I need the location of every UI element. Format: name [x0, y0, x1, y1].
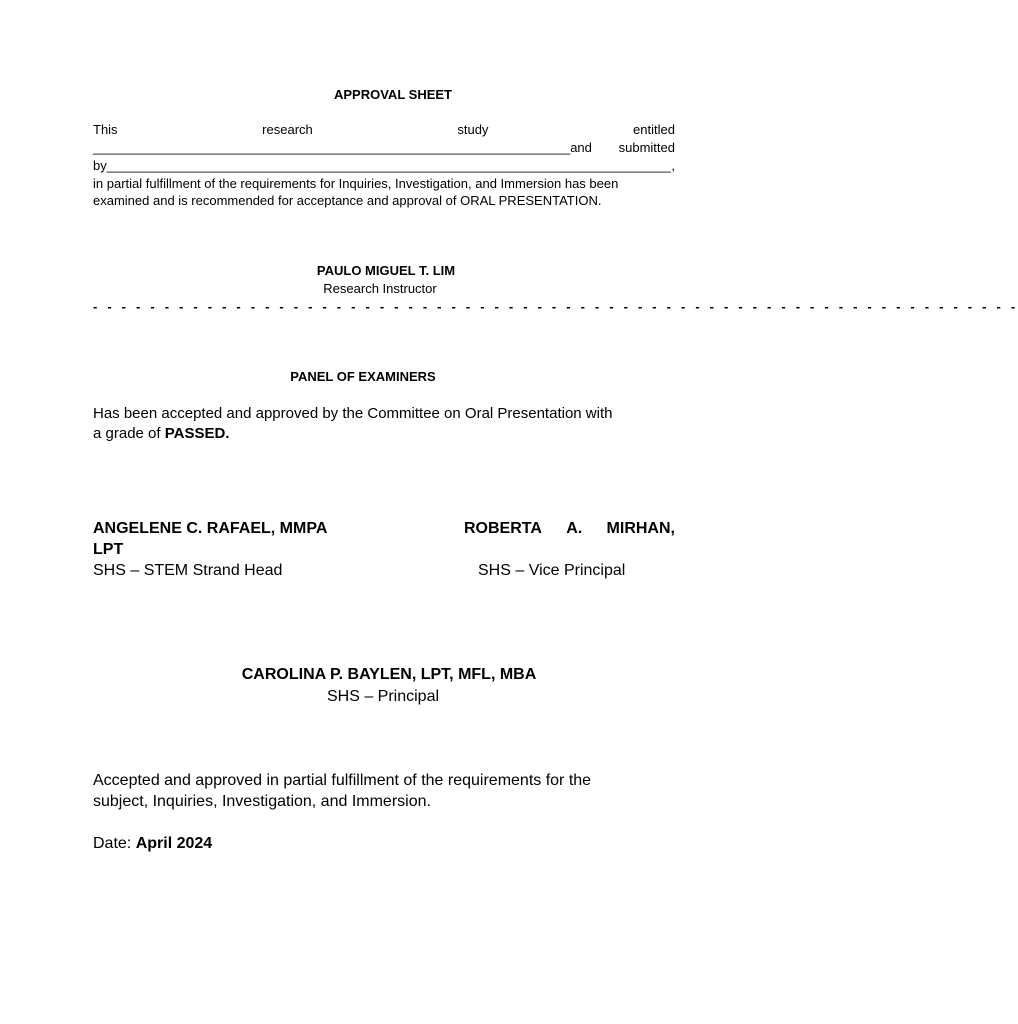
- intro-word: and: [570, 140, 592, 155]
- signatory-left-role: SHS – STEM Strand Head: [93, 562, 283, 579]
- intro-word: submitted: [618, 140, 675, 155]
- intro-word: This: [93, 122, 118, 137]
- document-title: APPROVAL SHEET: [334, 87, 452, 102]
- name-part: MIRHAN,: [606, 520, 675, 537]
- dashed-separator: - - - - - - - - - - - - - - - - - - - - - - - - - - - - - - - - - - - - - - - - - - - - - - - - - - - - - - - - - - - - - - - - -: [93, 299, 1018, 314]
- final-statement-line-2: subject, Inquiries, Investigation, and Immersion.: [93, 793, 431, 810]
- principal-role: SHS – Principal: [326, 688, 440, 705]
- intro-word: entitled: [633, 122, 675, 137]
- signatory-right-name: [464, 520, 675, 538]
- signatory-right-role: SHS – Vice Principal: [478, 562, 626, 579]
- name-part: A.: [566, 520, 583, 537]
- date-line: [93, 835, 212, 853]
- intro-line-2: [93, 140, 675, 155]
- instructor-name: PAULO MIGUEL T. LIM: [316, 263, 456, 278]
- signatory-left-name: ANGELENE C. RAFAEL, MMPA: [93, 520, 328, 537]
- intro-word: research: [262, 122, 313, 137]
- intro-comma: ,: [671, 158, 675, 173]
- intro-line-4: in partial fulfillment of the requirements for Inquiries, Investigation, and Immersion has been: [93, 176, 619, 191]
- authors-blank-underline: ______________________________________________________________________________: [106, 158, 671, 173]
- instructor-role: Research Instructor: [323, 281, 437, 296]
- panel-title: PANEL OF EXAMINERS: [290, 369, 436, 384]
- intro-authors-blank: [93, 158, 671, 173]
- final-statement-line-1: Accepted and approved in partial fulfillment of the requirements for the: [93, 772, 592, 789]
- intro-word: study: [457, 122, 489, 137]
- panel-accepted-line-1: Has been accepted and approved by the Committee on Oral Presentation with: [93, 405, 613, 422]
- name-part: ROBERTA: [464, 520, 542, 537]
- intro-line-1: [93, 122, 675, 137]
- grade-value: PASSED.: [164, 425, 230, 442]
- intro-line-5: examined and is recommended for acceptance and approval of ORAL PRESENTATION.: [93, 193, 602, 208]
- intro-title-blank: [93, 140, 592, 155]
- title-blank-underline: __________________________________________________________________: [93, 140, 571, 155]
- intro-line-3: [93, 158, 675, 173]
- date-label: Date:: [93, 835, 136, 852]
- grade-prefix: a grade of: [93, 425, 165, 442]
- principal-name: CAROLINA P. BAYLEN, LPT, MFL, MBA: [241, 666, 537, 683]
- signatory-right-name-overflow: LPT: [93, 541, 124, 558]
- intro-word: by: [93, 158, 107, 173]
- date-value: April 2024: [135, 835, 213, 852]
- panel-accepted-line-2: [93, 425, 229, 442]
